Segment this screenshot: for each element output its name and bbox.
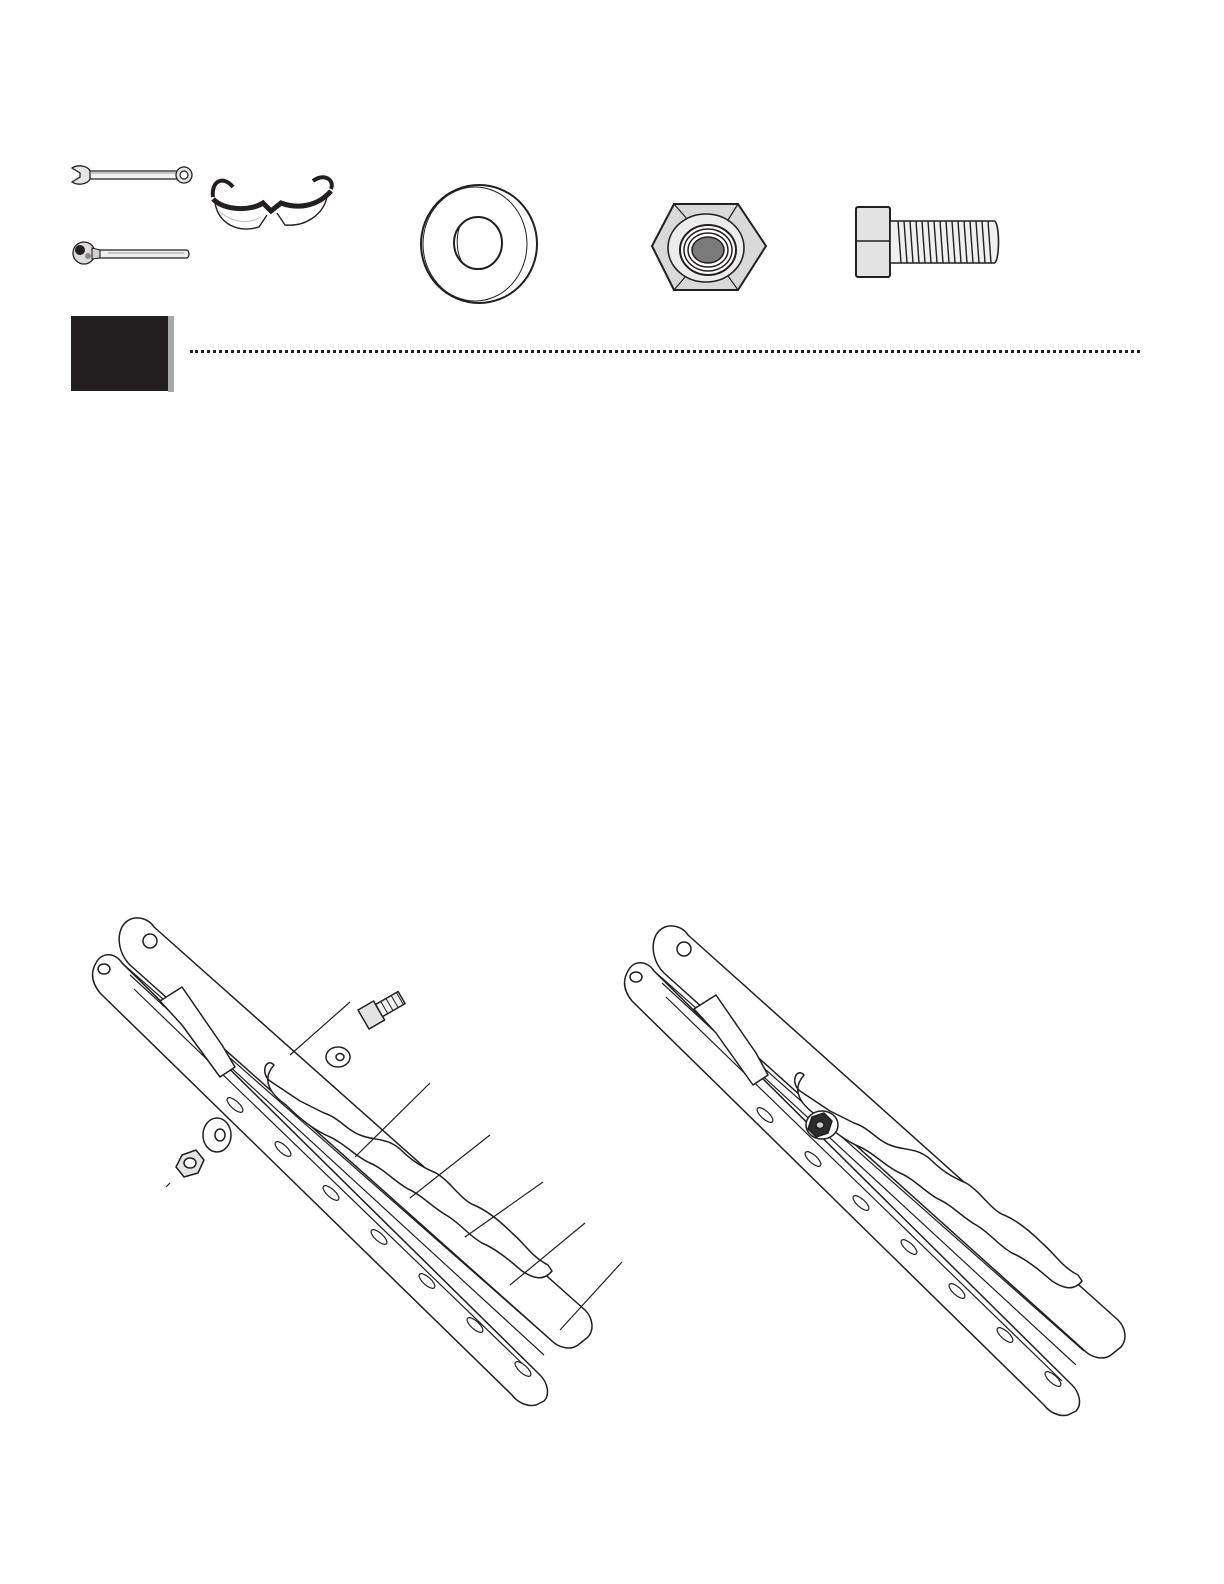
- lock-nut-icon: [648, 200, 773, 295]
- hex-bolt-icon: [854, 205, 1004, 280]
- step-number-badge: [71, 316, 168, 391]
- step-badge-shadow: [168, 316, 174, 392]
- safety-glasses-icon: [205, 167, 340, 242]
- bracket-assembled-view: [590, 915, 1190, 1420]
- combination-wrench-icon: [68, 162, 198, 192]
- step-divider-dotted-line: [190, 350, 1140, 353]
- ratchet-icon: [68, 238, 198, 268]
- bracket-exploded-view: [60, 905, 660, 1410]
- flat-washer-icon: [418, 182, 540, 307]
